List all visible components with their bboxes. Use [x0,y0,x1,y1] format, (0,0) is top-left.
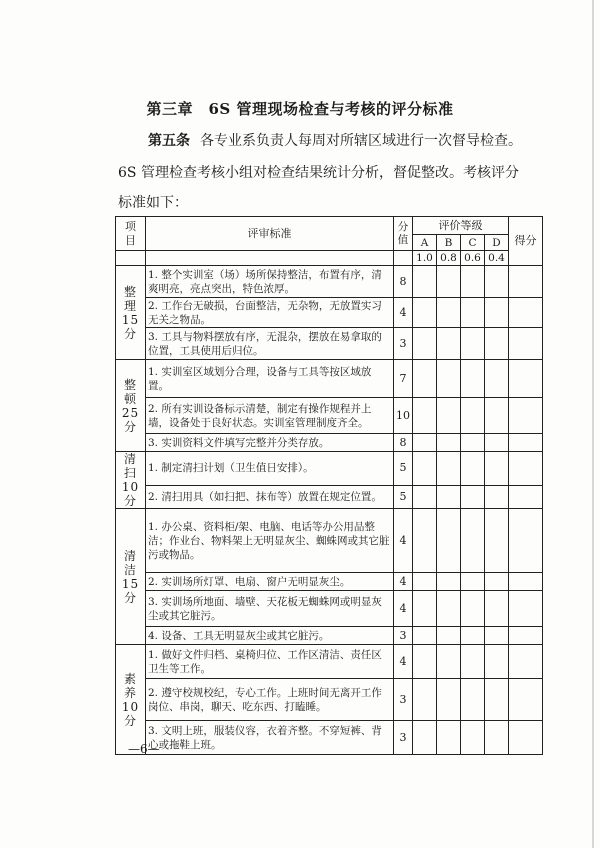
grade-cell-b[interactable] [437,266,461,298]
result-cell[interactable] [509,434,543,452]
criterion-score: 4 [394,573,413,591]
grade-cell-c[interactable] [461,298,485,328]
table-row [116,485,543,508]
criterion-score: 5 [394,452,413,486]
table-row [116,509,543,573]
grade-cell-b[interactable] [437,679,461,721]
grade-cell-b[interactable] [437,360,461,398]
category-cell [116,266,146,360]
criterion-score: 8 [394,434,413,452]
table-row [116,627,543,645]
criterion-score: 4 [394,645,413,679]
criterion-score: 4 [394,591,413,627]
grade-cell-c[interactable] [461,573,485,591]
grade-cell-a[interactable] [413,452,437,486]
criterion-score: 5 [394,485,413,508]
header-result: 得分 [509,217,543,266]
grade-cell-d[interactable] [485,645,509,679]
grade-cell-d[interactable] [485,509,509,573]
header-grade-group: 评价等级 [413,217,509,235]
grade-cell-a[interactable] [413,627,437,645]
category-name: 清洁 [123,548,137,577]
article-line-3: 标准如下： [118,195,188,211]
scoring-table [115,216,543,755]
table-row [116,360,543,398]
grade-cell-c[interactable] [461,266,485,298]
criterion-text: 1. 整个实训室（场）场所保持整洁，布置有序，清爽明亮，亮点突出，特色浓厚。 [146,266,394,298]
blank-cell [146,251,394,266]
criterion-score: 3 [394,679,413,721]
grade-label: A [413,235,437,251]
grade-cell-d[interactable] [485,398,509,434]
table-row [116,721,543,755]
grade-cell-c[interactable] [461,509,485,573]
grade-cell-b[interactable] [437,627,461,645]
grade-cell-b[interactable] [437,591,461,627]
grade-cell-b[interactable] [437,452,461,486]
criterion-text: 2. 工作台无破损，台面整洁，无杂物，无放置实习无关之物品。 [146,298,394,328]
table-row [116,328,543,360]
grade-cell-a[interactable] [413,645,437,679]
grade-cell-b[interactable] [437,298,461,328]
grade-cell-b[interactable] [437,509,461,573]
result-cell[interactable] [509,721,543,755]
header-row-1 [116,217,543,235]
grade-cell-d[interactable] [485,573,509,591]
table-row [116,434,543,452]
grade-cell-c[interactable] [461,627,485,645]
grade-cell-c[interactable] [461,591,485,627]
category-points: 10 分 [121,699,140,728]
result-cell[interactable] [509,645,543,679]
grade-cell-c[interactable] [461,398,485,434]
table-row [116,452,543,486]
category-points: 15 分 [121,576,140,605]
table-row [116,398,543,434]
grade-cell-a[interactable] [413,485,437,508]
criterion-score: 8 [394,266,413,298]
grade-cell-a[interactable] [413,434,437,452]
grade-cell-a[interactable] [413,360,437,398]
grade-cell-d[interactable] [485,360,509,398]
category-cell [116,509,146,645]
grade-cell-c[interactable] [461,645,485,679]
chapter-title: 第三章 6S 管理现场检查与考核的评分标准 [146,100,454,118]
grade-cell-c[interactable] [461,721,485,755]
table-row [116,591,543,627]
grade-cell-b[interactable] [437,434,461,452]
result-cell[interactable] [509,485,543,508]
category-name: 清 扫 [123,452,137,480]
table-row [116,645,543,679]
result-cell[interactable] [509,328,543,360]
grade-cell-a[interactable] [413,298,437,328]
grade-cell-a[interactable] [413,266,437,298]
grade-cell-d[interactable] [485,591,509,627]
result-cell[interactable] [509,266,543,298]
criterion-text: 3. 实训资料文件填写完整并分类存放。 [146,434,394,452]
table-row [116,266,543,298]
criterion-score: 4 [394,298,413,328]
criterion-score: 3 [394,328,413,360]
category-cell [116,645,146,755]
grade-cell-a[interactable] [413,721,437,755]
criterion-score: 7 [394,360,413,398]
criterion-text: 3. 实训场所地面、墙壁、天花板无蜘蛛网或明显灰尘或其它脏污。 [146,591,394,627]
grade-cell-c[interactable] [461,452,485,486]
category-cell [116,452,146,509]
article-line-1 [148,130,522,150]
category-name: 整 理 [123,284,137,313]
article-line-2: 6S 管理检查考核小组对检查结果统计分析，督促整改。考核评分 [118,165,519,181]
grade-cell-b[interactable] [437,573,461,591]
grade-cell-b[interactable] [437,485,461,508]
grade-cell-c[interactable] [461,360,485,398]
grade-cell-c[interactable] [461,485,485,508]
grade-cell-b[interactable] [437,721,461,755]
category-points: 10 分 [121,480,140,508]
grade-cell-a[interactable] [413,328,437,360]
result-cell[interactable] [509,298,543,328]
grade-cell-c[interactable] [461,328,485,360]
criterion-text: 3. 工具与物料摆放有序，无混杂，摆放在易拿取的位置，工具使用后归位。 [146,328,394,360]
criterion-text: 1. 办公桌、资料柜/架、电脑、电话等办公用品整洁；作业台、物料架上无明显灰尘、蜘蛛网或其它脏污或物品。 [146,509,394,573]
criterion-text: 2. 清扫用具（如扫把、抹布等）放置在规定位置。 [146,485,394,508]
grade-cell-d[interactable] [485,485,509,508]
blank-cell [394,251,413,266]
grade-label: D [485,235,509,251]
criterion-text: 3. 文明上班，服装仪容，衣着齐整。不穿短裤、背心或拖鞋上班。 [146,721,394,755]
grade-label: B [437,235,461,251]
grade-cell-c[interactable] [461,434,485,452]
grade-cell-d[interactable] [485,434,509,452]
result-cell[interactable] [509,452,543,486]
result-cell[interactable] [509,679,543,721]
category-points: 15 分 [121,312,140,341]
header-criteria: 评审标准 [146,217,394,251]
criterion-text: 2. 遵守校规校纪，专心工作。上班时间无离开工作岗位、串岗，聊天、吃东西、打瞌睡。 [146,679,394,721]
criterion-score: 4 [394,509,413,573]
grade-cell-c[interactable] [461,679,485,721]
result-cell[interactable] [509,591,543,627]
grade-coefficient: 0.6 [461,251,485,266]
blank-cell [116,251,146,266]
table-row [116,298,543,328]
grade-cell-a[interactable] [413,509,437,573]
grade-label: C [461,235,485,251]
header-row-3 [116,251,543,266]
result-cell[interactable] [509,360,543,398]
grade-cell-b[interactable] [437,645,461,679]
grade-cell-a[interactable] [413,398,437,434]
criterion-score: 3 [394,721,413,755]
grade-cell-d[interactable] [485,452,509,486]
grade-cell-d[interactable] [485,328,509,360]
header-score: 分值 [394,217,413,251]
criterion-text: 1. 制定清扫计划（卫生值日安排）。 [146,452,394,486]
grade-cell-d[interactable] [485,266,509,298]
criterion-text: 2. 所有实训设备标示清楚，制定有操作规程并上墙，设备处于良好状态。实训室管理制度齐全。 [146,398,394,434]
result-cell[interactable] [509,627,543,645]
category-name: 整 顿 [123,377,137,406]
grade-cell-d[interactable] [485,679,509,721]
grade-coefficient: 0.8 [437,251,461,266]
result-cell[interactable] [509,573,543,591]
category-name: 素养 [123,671,137,700]
grade-cell-d[interactable] [485,721,509,755]
criterion-text: 4. 设备、工具无明显灰尘或其它脏污。 [146,627,394,645]
page-number: —6— [128,742,160,756]
grade-cell-d[interactable] [485,298,509,328]
grade-coefficient: 0.4 [485,251,509,266]
category-points: 25 分 [121,405,140,434]
grade-cell-b[interactable] [437,328,461,360]
article-label: 第五条 [148,133,190,149]
page-edge [592,0,594,848]
grade-cell-a[interactable] [413,679,437,721]
grade-cell-b[interactable] [437,398,461,434]
result-cell[interactable] [509,509,543,573]
criterion-text: 2. 实训场所灯罩、电扇、窗户无明显灰尘。 [146,573,394,591]
criterion-text: 1. 实训室区域划分合理，设备与工具等按区域放置。 [146,360,394,398]
header-item: 项 目 [116,217,146,251]
criterion-score: 3 [394,627,413,645]
table-row [116,573,543,591]
result-cell[interactable] [509,398,543,434]
article-text-1: 各专业系负责人每周对所辖区域进行一次督导检查。 [200,133,522,149]
criterion-score: 10 [394,398,413,434]
grade-cell-a[interactable] [413,591,437,627]
grade-coefficient: 1.0 [413,251,437,266]
grade-cell-a[interactable] [413,573,437,591]
category-cell [116,360,146,452]
criterion-text: 1. 做好文件归档、桌椅归位、工作区清洁、责任区卫生等工作。 [146,645,394,679]
grade-cell-d[interactable] [485,627,509,645]
table-row [116,679,543,721]
